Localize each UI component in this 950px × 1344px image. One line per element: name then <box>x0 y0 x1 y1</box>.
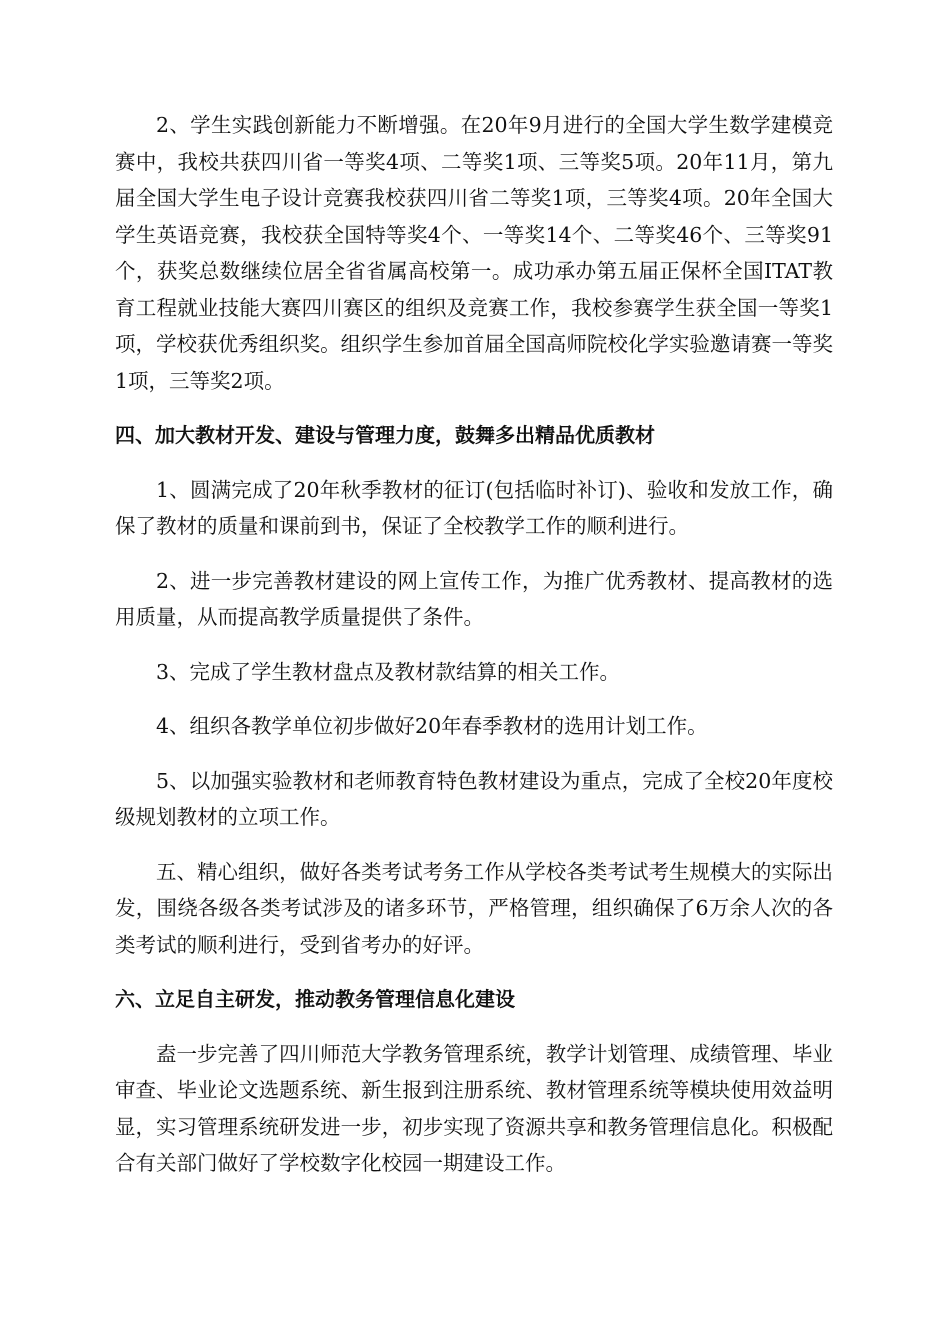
section-heading-informatization: 六、立足自主研发，推动教务管理信息化建设 <box>115 987 515 1011</box>
paragraph-textbook-ordering: 1、圆满完成了20年秋季教材的征订(包括临时补订)、验收和发放工作，确保了教材的质量和课前到书，保证了全校教学工作的顺利进行。 <box>115 477 833 538</box>
paragraph-student-competitions: 2、学生实践创新能力不断增强。在20年9月进行的全国大学生数学建模竞赛中，我校共获四川省一等奖4项、二等奖1项、三等奖5项。20年11月，第九届全国大学生电子设计竞赛我校获四川省二等奖1项，三等奖4项。20年全国大学生英语竞赛，我校获全国特等奖4个、一等奖14个、二等奖46个、三等奖91个，获奖总数继续位居全省省属高校第一。成功承办第五届正保杯全国ITAT教育工程就业技能大赛四川赛区的组织及竞赛工作，我校参赛学生获全国一等奖1项，学校获优秀组织奖。组织学生参加首届全国高师院校化学实验邀请赛一等奖1项，三等奖2项。 <box>115 113 833 393</box>
paragraph-textbook-inventory: 3、完成了学生教材盘点及教材款结算的相关工作。 <box>156 659 621 684</box>
paragraph-textbook-projects: 5、以加强实验教材和老师教育特色教材建设为重点，完成了全校20年度校级规划教材的立项工作。 <box>115 768 833 829</box>
paragraph-textbook-promotion: 2、进一步完善教材建设的网上宣传工作，为推广优秀教材、提高教材的选用质量，从而提高教学质量提供了条件。 <box>115 568 833 629</box>
document-body <box>115 107 833 1200</box>
paragraph-textbook-planning: 4、组织各教学单位初步做好20年春季教材的选用计划工作。 <box>156 714 708 738</box>
paragraph-exam-administration: 五、精心组织，做好各类考试考务工作从学校各类考试考生规模大的实际出发，围绕各级各类考试涉及的诸多环节，严格管理，组织确保了6万余人次的各类考试的顺利进行，受到省考办的好评。 <box>115 859 833 957</box>
paragraph-management-system: 盍一步完善了四川师范大学教务管理系统，教学计划管理、成绩管理、毕业审查、毕业论文选题系统、新生报到注册系统、教材管理系统等模块使用效益明显，实习管理系统研发进一步，初步实现了资源共享和教务管理信息化。积极配合有关部门做好了学校数字化校园一期建设工作。 <box>115 1041 833 1175</box>
section-heading-textbooks: 四、加大教材开发、建设与管理力度，鼓舞多出精品优质教材 <box>115 423 655 447</box>
